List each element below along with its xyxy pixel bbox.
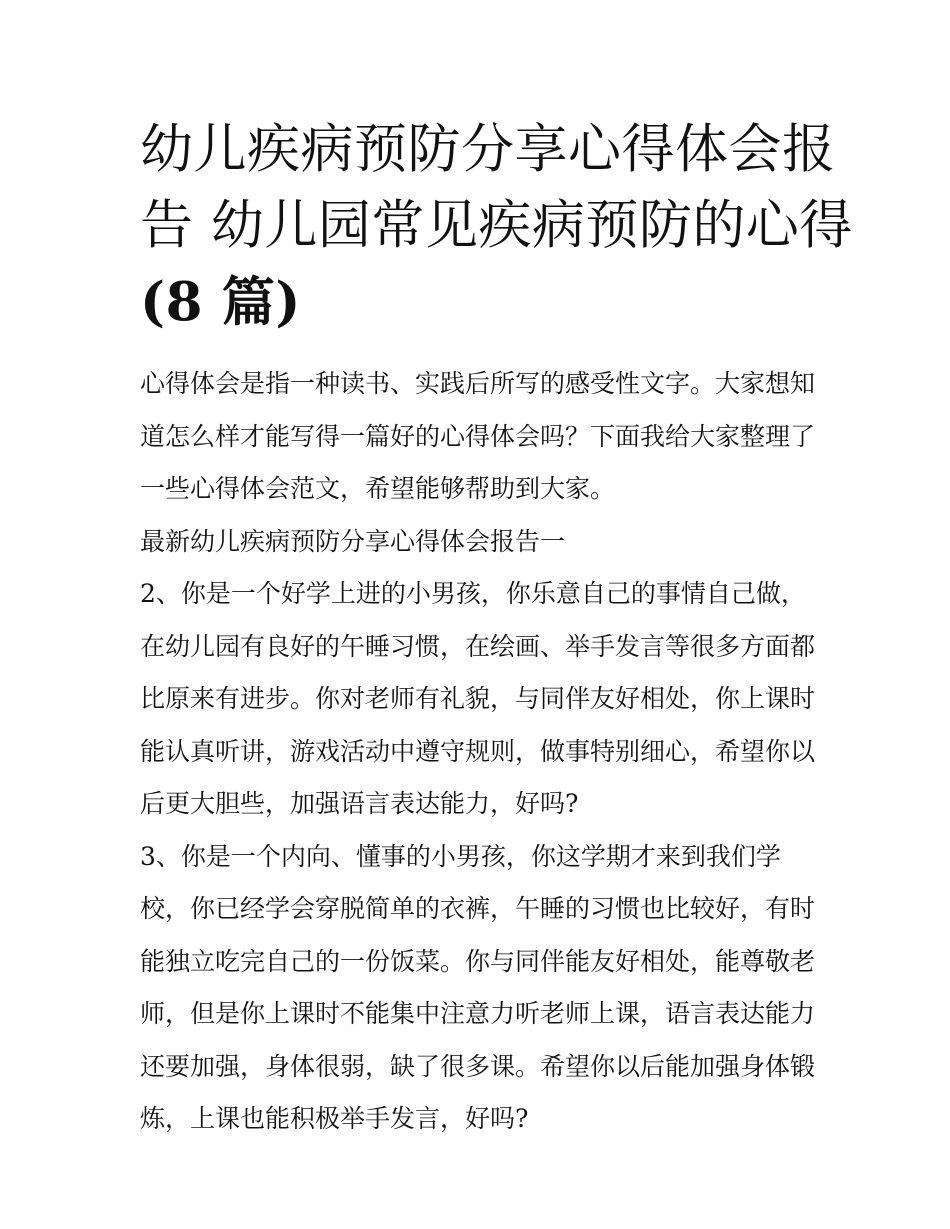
item-2-line: 在幼儿园有良好的午睡习惯，在绘画、举手发言等很多方面都	[140, 631, 816, 661]
item-2-line: 能认真听讲，游戏活动中遵守规则，做事特别细心，希望你以	[140, 736, 816, 766]
item-3-line: 校，你已经学会穿脱简单的衣裤，午睡的习惯也比较好，有时	[140, 894, 816, 923]
item-3-line: 还要加强，身体很弱，缺了很多课。希望你以后能加强身体锻	[140, 1051, 816, 1081]
item-3-line: 炼，上课也能积极举手发言，好吗?	[140, 1104, 529, 1133]
title-line: 告 幼儿园常见疾病预防的心得	[140, 195, 853, 256]
item-3-line: 能独立吃完自己的一份饭菜。你与同伴能友好相处，能尊敬老	[140, 946, 816, 976]
intro-paragraph-line: 一些心得体会范文，希望能够帮助到大家。	[140, 474, 616, 503]
item-3-line: 师，但是你上课时不能集中注意力听老师上课，语言表达能力	[140, 999, 816, 1028]
item-2-line: 比原来有进步。你对老师有礼貌，与同伴友好相处，你上课时	[140, 684, 816, 713]
document-body	[140, 358, 815, 1146]
intro-paragraph-line: 道怎么样才能写得一篇好的心得体会吗？下面我给大家整理了	[140, 421, 816, 451]
title-line: (8 篇)	[140, 271, 301, 333]
item-2-line: 后更大胆些，加强语言表达能力，好吗?	[140, 789, 579, 818]
item-2-line: 2、你是一个好学上进的小男孩，你乐意自己的事情自己做，	[140, 579, 806, 608]
title-line: 幼儿疾病预防分享心得体会报	[140, 119, 836, 180]
item-3-line: 3、你是一个内向、懂事的小男孩，你这学期才来到我们学	[140, 841, 781, 871]
intro-paragraph-line: 心得体会是指一种读书、实践后所写的感受性文字。大家想知	[140, 369, 816, 398]
document-content	[140, 112, 853, 1146]
section-heading: 最新幼儿疾病预防分享心得体会报告一	[140, 526, 566, 556]
document-title	[140, 112, 853, 340]
